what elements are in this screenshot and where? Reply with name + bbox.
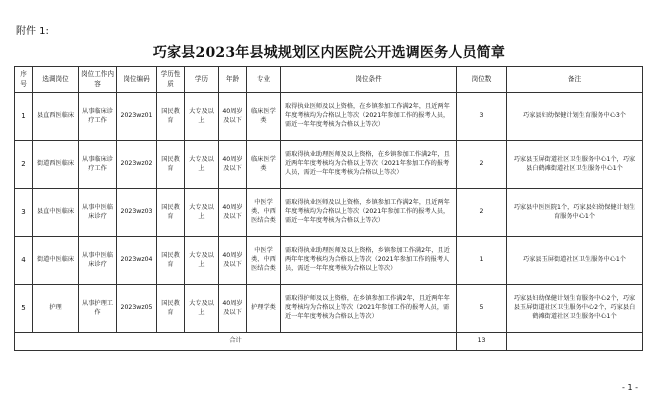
table-row	[15, 189, 643, 237]
header-major: 专业	[247, 67, 281, 93]
cell-age: 40周岁及以下	[219, 189, 247, 237]
cell-position: 街道西医临床	[33, 141, 79, 189]
cell-conditions: 取得执业医师及以上资格，在乡镇参加工作满2年，且近两年年度考核均为合格以上等次（2021年参加工作的报考人员，需近一年年度考核为合格以上等次）	[281, 93, 457, 141]
header-age: 年龄	[219, 67, 247, 93]
table-total-row	[15, 333, 643, 351]
cell-edu-nature: 国民教育	[157, 141, 185, 189]
cell-conditions: 需取得执业医师及以上资格，乡镇参加工作满2年，且近两年年度考核均为合格以上等次（2021年参加工作的报考人员，需近一年年度考核为合格以上等次）	[281, 189, 457, 237]
cell-job-type: 从事临床诊疗工作	[79, 93, 117, 141]
cell-edu-nature: 国民教育	[157, 237, 185, 285]
cell-job-type: 从事中医临床诊疗	[79, 237, 117, 285]
table-row	[15, 285, 643, 333]
cell-code: 2023wz01	[117, 93, 157, 141]
table-header-row	[15, 67, 643, 93]
header-education: 学历	[185, 67, 219, 93]
cell-job-type: 从事临床诊疗工作	[79, 141, 117, 189]
cell-education: 大专及以上	[185, 141, 219, 189]
total-count: 13	[457, 333, 507, 351]
cell-education: 大专及以上	[185, 189, 219, 237]
cell-code: 2023wz03	[117, 189, 157, 237]
positions-table	[14, 66, 643, 351]
cell-education: 大专及以上	[185, 93, 219, 141]
cell-edu-nature: 国民教育	[157, 189, 185, 237]
cell-count: 3	[457, 93, 507, 141]
cell-conditions: 需取得护师及以上资格，在乡镇参加工作满2年，且近两年年度考核均为合格以上等次（2021年参加工作的报考人员，需近一年年度考核为合格以上等次）	[281, 285, 457, 333]
cell-age: 40周岁及以下	[219, 141, 247, 189]
cell-education: 大专及以上	[185, 237, 219, 285]
total-label: 合计	[15, 333, 457, 351]
cell-index: 2	[15, 141, 33, 189]
cell-index: 4	[15, 237, 33, 285]
document-title: 巧家县2023年县城规划区内医院公开选调医务人员简章	[152, 45, 506, 61]
total-remarks-empty	[507, 333, 643, 351]
cell-job-type: 从事中医临床诊疗	[79, 189, 117, 237]
table-row	[15, 237, 643, 285]
header-edu-nature: 学历性质	[157, 67, 185, 93]
cell-remarks: 巧家县中医医院1个，巧家县妇幼保健计划生育服务中心1个	[507, 189, 643, 237]
cell-major: 护理学类	[247, 285, 281, 333]
cell-position: 护理	[33, 285, 79, 333]
cell-code: 2023wz04	[117, 237, 157, 285]
cell-major: 临床医学类	[247, 141, 281, 189]
cell-edu-nature: 国民教育	[157, 93, 185, 141]
cell-remarks: 巧家县玉屏街道社区卫生服务中心1个，巧家县白鹤滩街道社区卫生服务中心1个	[507, 141, 643, 189]
header-remarks: 备注	[507, 67, 643, 93]
cell-count: 2	[457, 189, 507, 237]
header-conditions: 岗位条件	[281, 67, 457, 93]
cell-remarks: 巧家县妇幼保健计划生育服务中心3个	[507, 93, 643, 141]
cell-conditions: 需取得执业助理医师及以上资格，乡镇参加工作满2年，且近两年年度考核均为合格以上等次（2021年参加工作的报考人员，需近一年年度考核为合格以上等次）	[281, 237, 457, 285]
cell-conditions: 需取得执业助理医师及以上资格，在乡镇参加工作满2年，且近两年年度考核均为合格以上等次（2021年参加工作的报考人员，需近一年年度考核为合格以上等次）	[281, 141, 457, 189]
cell-position: 县直西医临床	[33, 93, 79, 141]
cell-code: 2023wz02	[117, 141, 157, 189]
cell-job-type: 从事护理工作	[79, 285, 117, 333]
cell-count: 2	[457, 141, 507, 189]
header-code: 岗位编码	[117, 67, 157, 93]
cell-major: 中医学类、中西医结合类	[247, 237, 281, 285]
table-row	[15, 93, 643, 141]
header-position: 选调岗位	[33, 67, 79, 93]
header-count: 岗位数	[457, 67, 507, 93]
cell-remarks: 巧家县妇幼保健计划生育服务中心2个，巧家县玉屏街道社区卫生服务中心2个，巧家县白鹤滩街道社区卫生服务中心1个	[507, 285, 643, 333]
header-index: 序号	[15, 67, 33, 93]
cell-age: 40周岁及以下	[219, 237, 247, 285]
cell-index: 1	[15, 93, 33, 141]
cell-major: 中医学类、中西医结合类	[247, 189, 281, 237]
cell-edu-nature: 国民教育	[157, 285, 185, 333]
cell-count: 5	[457, 285, 507, 333]
cell-major: 临床医学类	[247, 93, 281, 141]
cell-index: 5	[15, 285, 33, 333]
cell-position: 街道中医临床	[33, 237, 79, 285]
cell-count: 1	[457, 237, 507, 285]
cell-education: 大专及以上	[185, 285, 219, 333]
cell-index: 3	[15, 189, 33, 237]
cell-age: 40周岁及以下	[219, 285, 247, 333]
table-row	[15, 141, 643, 189]
cell-remarks: 巧家县玉屏街道社区卫生服务中心1个	[507, 237, 643, 285]
attachment-label: 附件 1:	[16, 26, 49, 37]
cell-code: 2023wz05	[117, 285, 157, 333]
page-number: - 1 -	[622, 383, 638, 392]
header-job-type: 岗位工作内容	[79, 67, 117, 93]
cell-position: 县直中医临床	[33, 189, 79, 237]
cell-age: 40周岁及以下	[219, 93, 247, 141]
